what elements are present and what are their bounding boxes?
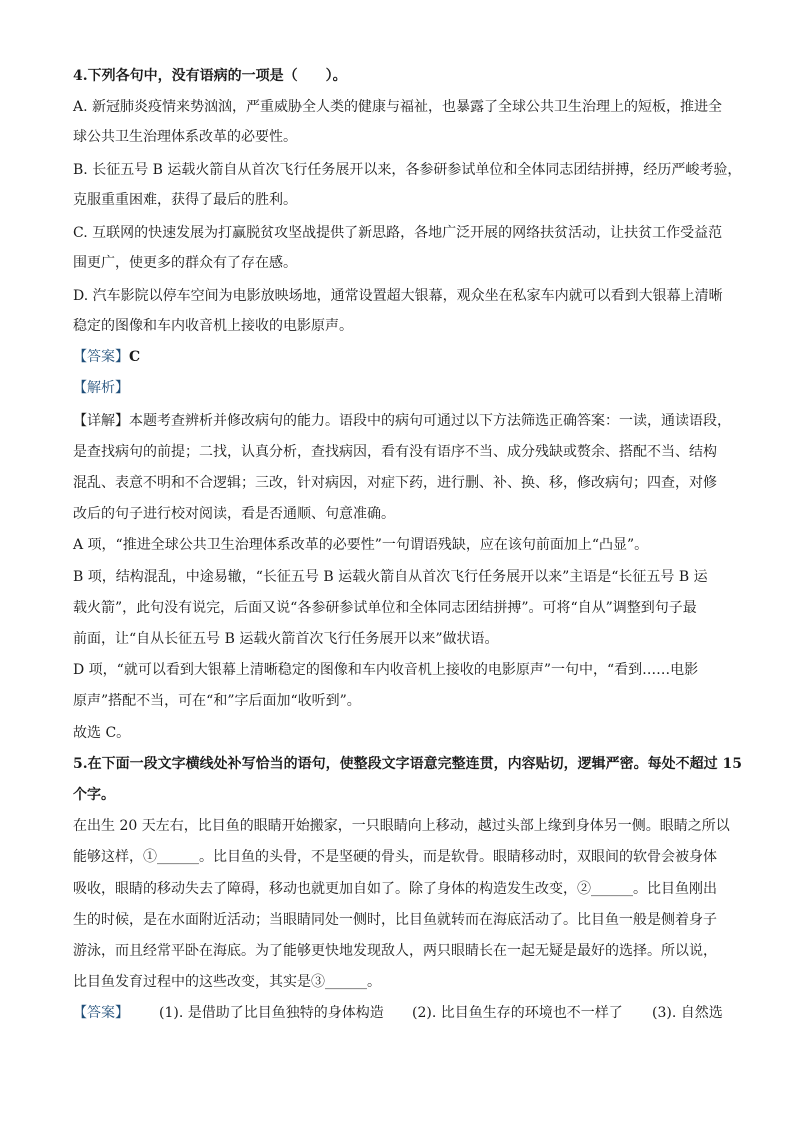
blank-2: ②______ xyxy=(577,881,633,897)
q5-stem-line1: 5.在下面一段文字横线处补写恰当的语句，使整段文字语意完整连贯，内容贴切，逻辑严密。每处不超过 15 xyxy=(73,756,742,772)
blank-1: ①______ xyxy=(143,849,199,865)
q5-passage-text: 。比目鱼的头骨，不是坚硬的骨头，而是软骨。眼睛移动时，双眼间的软骨会被身体 xyxy=(199,849,717,865)
q4-detail-line2: 是查找病句的前提；二找，认真分析，查找病因，看有没有语序不当、成分残缺或赘余、搭配不当、结构 xyxy=(73,444,717,460)
q5-passage-line2 xyxy=(73,847,733,867)
analysis-tag: 【解析】 xyxy=(73,380,129,396)
q4-option-c-line2: 围更广，使更多的群众有了存在感。 xyxy=(73,255,297,271)
q5-answer-3: (3). 自然选 xyxy=(652,1005,723,1021)
q4-detail-line1: 【详解】本题考查辨析并修改病句的能力。语段中的病句可通过以下方法筛选正确答案：一读，通读语段， xyxy=(73,413,731,429)
q5-passage-text: 吸收，眼睛的移动失去了障碍，移动也就更加自如了。除了身体的构造发生改变， xyxy=(73,881,577,897)
blank-3: ③______ xyxy=(311,974,367,990)
q4-option-a-line1: A. 新冠肺炎疫情来势汹汹，严重威胁全人类的健康与福祉，也暴露了全球公共卫生治理上的短板，推进全 xyxy=(73,99,723,115)
q5-answer-2: (2). 比目鱼生存的环境也不一样了 xyxy=(412,1005,623,1021)
q5-stem-line2: 个字。 xyxy=(73,787,115,803)
answer-tag: 【答案】 xyxy=(73,1005,129,1021)
q4-stem: 4.下列各句中，没有语病的一项是（ ）。 xyxy=(73,68,347,84)
q5-passage-text: 比目鱼发育过程中的这些改变，其实是 xyxy=(73,974,311,990)
q4-item-d-line2: 原声”搭配不当，可在“和”字后面加“收听到”。 xyxy=(73,693,361,709)
q4-item-d-line1: D 项，“就可以看到大银幕上清晰稳定的图像和车内收音机上接收的电影原声”一句中，“看到……电影 xyxy=(73,662,699,678)
q5-passage-line1: 在出生 20 天左右，比目鱼的眼睛开始搬家，一只眼睛向上移动，越过头部上缘到身体另一侧。眼睛之所以 xyxy=(73,818,730,834)
q4-option-b-line1: B. 长征五号 B 运载火箭自从首次飞行任务展开以来，各参研参试单位和全体同志团结拼搏，经历严峻考验， xyxy=(73,162,742,178)
q5-passage-text: 。 xyxy=(367,974,381,990)
q5-passage-line6 xyxy=(73,972,733,992)
q5-passage-line3 xyxy=(73,879,733,899)
q4-option-a-line2: 球公共卫生治理体系改革的必要性。 xyxy=(73,129,297,145)
q4-item-b-line3: 前面，让“自从长征五号 B 运载火箭首次飞行任务展开以来”做状语。 xyxy=(73,631,499,647)
q5-passage-text: 能够这样， xyxy=(73,849,143,865)
q4-detail-line3: 混乱、表意不明和不合逻辑；三改，针对病因，对症下药，进行删、补、换、移，修改病句；四查，对修 xyxy=(73,475,717,491)
q5-answer-1: (1). 是借助了比目鱼独特的身体构造 xyxy=(159,1005,384,1021)
q5-passage-text: 。比目鱼刚出 xyxy=(633,881,717,897)
q4-answer-line xyxy=(73,347,733,367)
q4-item-b-line1: B 项，结构混乱，中途易辙，“长征五号 B 运载火箭自从首次飞行任务展开以来”主语是“长征五号 B 运 xyxy=(73,569,708,585)
q4-detail-line4: 改后的句子进行校对阅读，看是否通顺、句意准确。 xyxy=(73,506,395,522)
q4-item-a: A 项，“推进全球公共卫生治理体系改革的必要性”一句谓语残缺，应在该句前面加上“凸显”。 xyxy=(73,537,649,553)
q4-option-d-line1: D. 汽车影院以停车空间为电影放映场地，通常设置超大银幕，观众坐在私家车内就可以看到大银幕上清晰 xyxy=(73,288,723,304)
q4-item-b-line2: 载火箭”，此句没有说完，后面又说“各参研参试单位和全体同志团结拼搏”。可将“自从”调整到句子最 xyxy=(73,600,697,616)
q4-conclusion: 故选 C。 xyxy=(73,725,131,741)
q4-answer-value: C xyxy=(129,349,141,365)
answer-tag: 【答案】 xyxy=(73,349,129,365)
q5-passage-line4: 生的时候，是在水面附近活动；当眼睛同处一侧时，比目鱼就转而在海底活动了。比目鱼一般是侧着身子 xyxy=(73,912,717,928)
q4-option-d-line2: 稳定的图像和车内收音机上接收的电影原声。 xyxy=(73,318,353,334)
q4-option-c-line1: C. 互联网的快速发展为打赢脱贫攻坚战提供了新思路，各地广泛开展的网络扶贫活动，让扶贫工作受益范 xyxy=(73,225,723,241)
q4-option-b-line2: 克服重重困难，获得了最后的胜利。 xyxy=(73,192,297,208)
q5-answer-row xyxy=(73,1003,733,1023)
q5-passage-line5: 游泳，而且经常平卧在海底。为了能够更快地发现敌人，两只眼睛长在一起无疑是最好的选择。所以说， xyxy=(73,943,717,959)
